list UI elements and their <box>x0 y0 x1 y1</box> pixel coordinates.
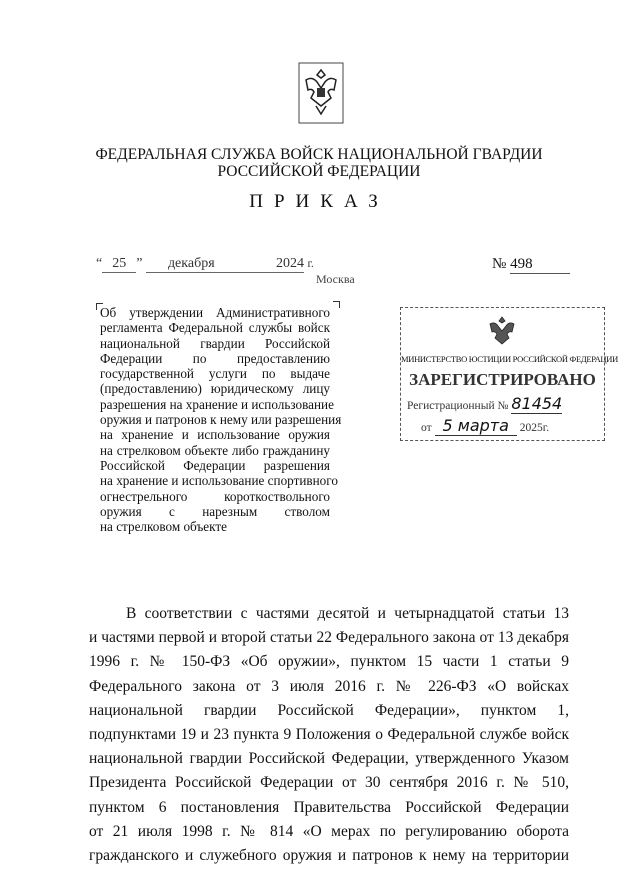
state-emblem-icon <box>298 62 344 124</box>
body-line: национальной гвардии Российской Федерации, утвержденного Указом <box>89 750 569 768</box>
subject-line: государственной услуги по выдаче <box>100 366 330 382</box>
date-month: декабря <box>146 256 246 273</box>
subject-line: огнестрельного короткоствольного <box>100 488 330 504</box>
subject-line: национальной гвардии Российской <box>100 335 330 351</box>
body-line: и частями первой и второй статьи 22 Федерального закона от 13 декабря <box>89 629 569 647</box>
date-prefix: от <box>421 422 432 434</box>
subject-line: оружия с нарезным стволом <box>100 503 330 519</box>
stamp-date <box>421 416 549 435</box>
body-line: от 21 июля 1998 г. № 814 «О мерах по регулированию оборота <box>89 822 569 840</box>
number-label: № <box>492 256 507 272</box>
stamp-status: ЗАРЕГИСТРИРОВАНО <box>409 370 596 389</box>
body-line: пунктом 6 постановления Правительства Российской Федерации <box>89 798 569 816</box>
subject-line: разрешения на хранение и использование <box>100 396 334 412</box>
subject-line: регламента Федеральной службы войск <box>100 320 330 336</box>
body-line: национальной гвардии Российской Федерации», пунктом 1, <box>89 701 569 719</box>
body-line: Президента Российской Федерации от 30 сентября 2016 г. № 510, <box>89 774 569 792</box>
stamp-ministry: МИНИСТЕРСТВО ЮСТИЦИИ РОССИЙСКОЙ ФЕДЕРАЦИИ <box>401 354 618 364</box>
body-line: 1996 г. № 150-ФЗ «Об оружии», пунктом 15 части 1 статьи 9 <box>89 653 569 671</box>
subject-line: Об утверждении Административного <box>100 305 330 320</box>
order-number <box>492 256 570 274</box>
body-line: В соответствии с частями десятой и четырнадцатой статьи 13 <box>126 605 569 622</box>
order-date: “ 25 ” декабря 2024 г. <box>96 256 314 271</box>
subject-line: (предоставлению) юридическому лицу <box>100 381 330 397</box>
stamp-reg-number <box>407 394 562 413</box>
date-day: 25 <box>102 256 136 273</box>
reg-year: 2025г. <box>519 422 550 434</box>
stamp-emblem-icon <box>487 314 517 348</box>
subject-line: Федерации по предоставлению <box>100 350 330 366</box>
subject-line: на стрелковом объекте <box>100 519 227 535</box>
reg-date: 5 марта <box>435 416 517 436</box>
registration-stamp <box>400 307 618 441</box>
subject-line: оружия и патронов к нему или разрешения <box>100 412 342 428</box>
body-line: гражданского и служебного оружия и патронов к нему на территории <box>89 847 569 865</box>
subject-line: на стрелковом объекте либо гражданину <box>100 442 330 458</box>
reg-number: 81454 <box>511 394 563 413</box>
year-suffix: г. <box>307 257 314 270</box>
org-name-line2: РОССИЙСКОЙ ФЕДЕРАЦИИ <box>217 163 421 180</box>
order-subject <box>100 305 342 535</box>
order-body <box>89 602 569 868</box>
subject-line: на хранение и использование оружия <box>100 427 330 443</box>
reg-label: Регистрационный № <box>407 400 509 412</box>
subject-line: Российской Федерации разрешения <box>100 457 330 473</box>
subject-line: на хранение и использование спортивного <box>100 473 338 489</box>
body-line: Федерального закона от 3 июля 2016 г. № 226-ФЗ «О войсках <box>89 677 569 695</box>
date-year: 2024 <box>246 256 304 273</box>
city: Москва <box>316 272 355 286</box>
number-value: 498 <box>510 256 570 274</box>
body-line: подпунктами 19 и 23 пункта 9 Положения о Федеральной службе войск <box>89 726 569 744</box>
org-name-line1: ФЕДЕРАЛЬНАЯ СЛУЖБА ВОЙСК НАЦИОНАЛЬНОЙ ГВАРДИИ <box>95 146 543 163</box>
doc-type-title: ПРИКАЗ <box>249 191 389 212</box>
